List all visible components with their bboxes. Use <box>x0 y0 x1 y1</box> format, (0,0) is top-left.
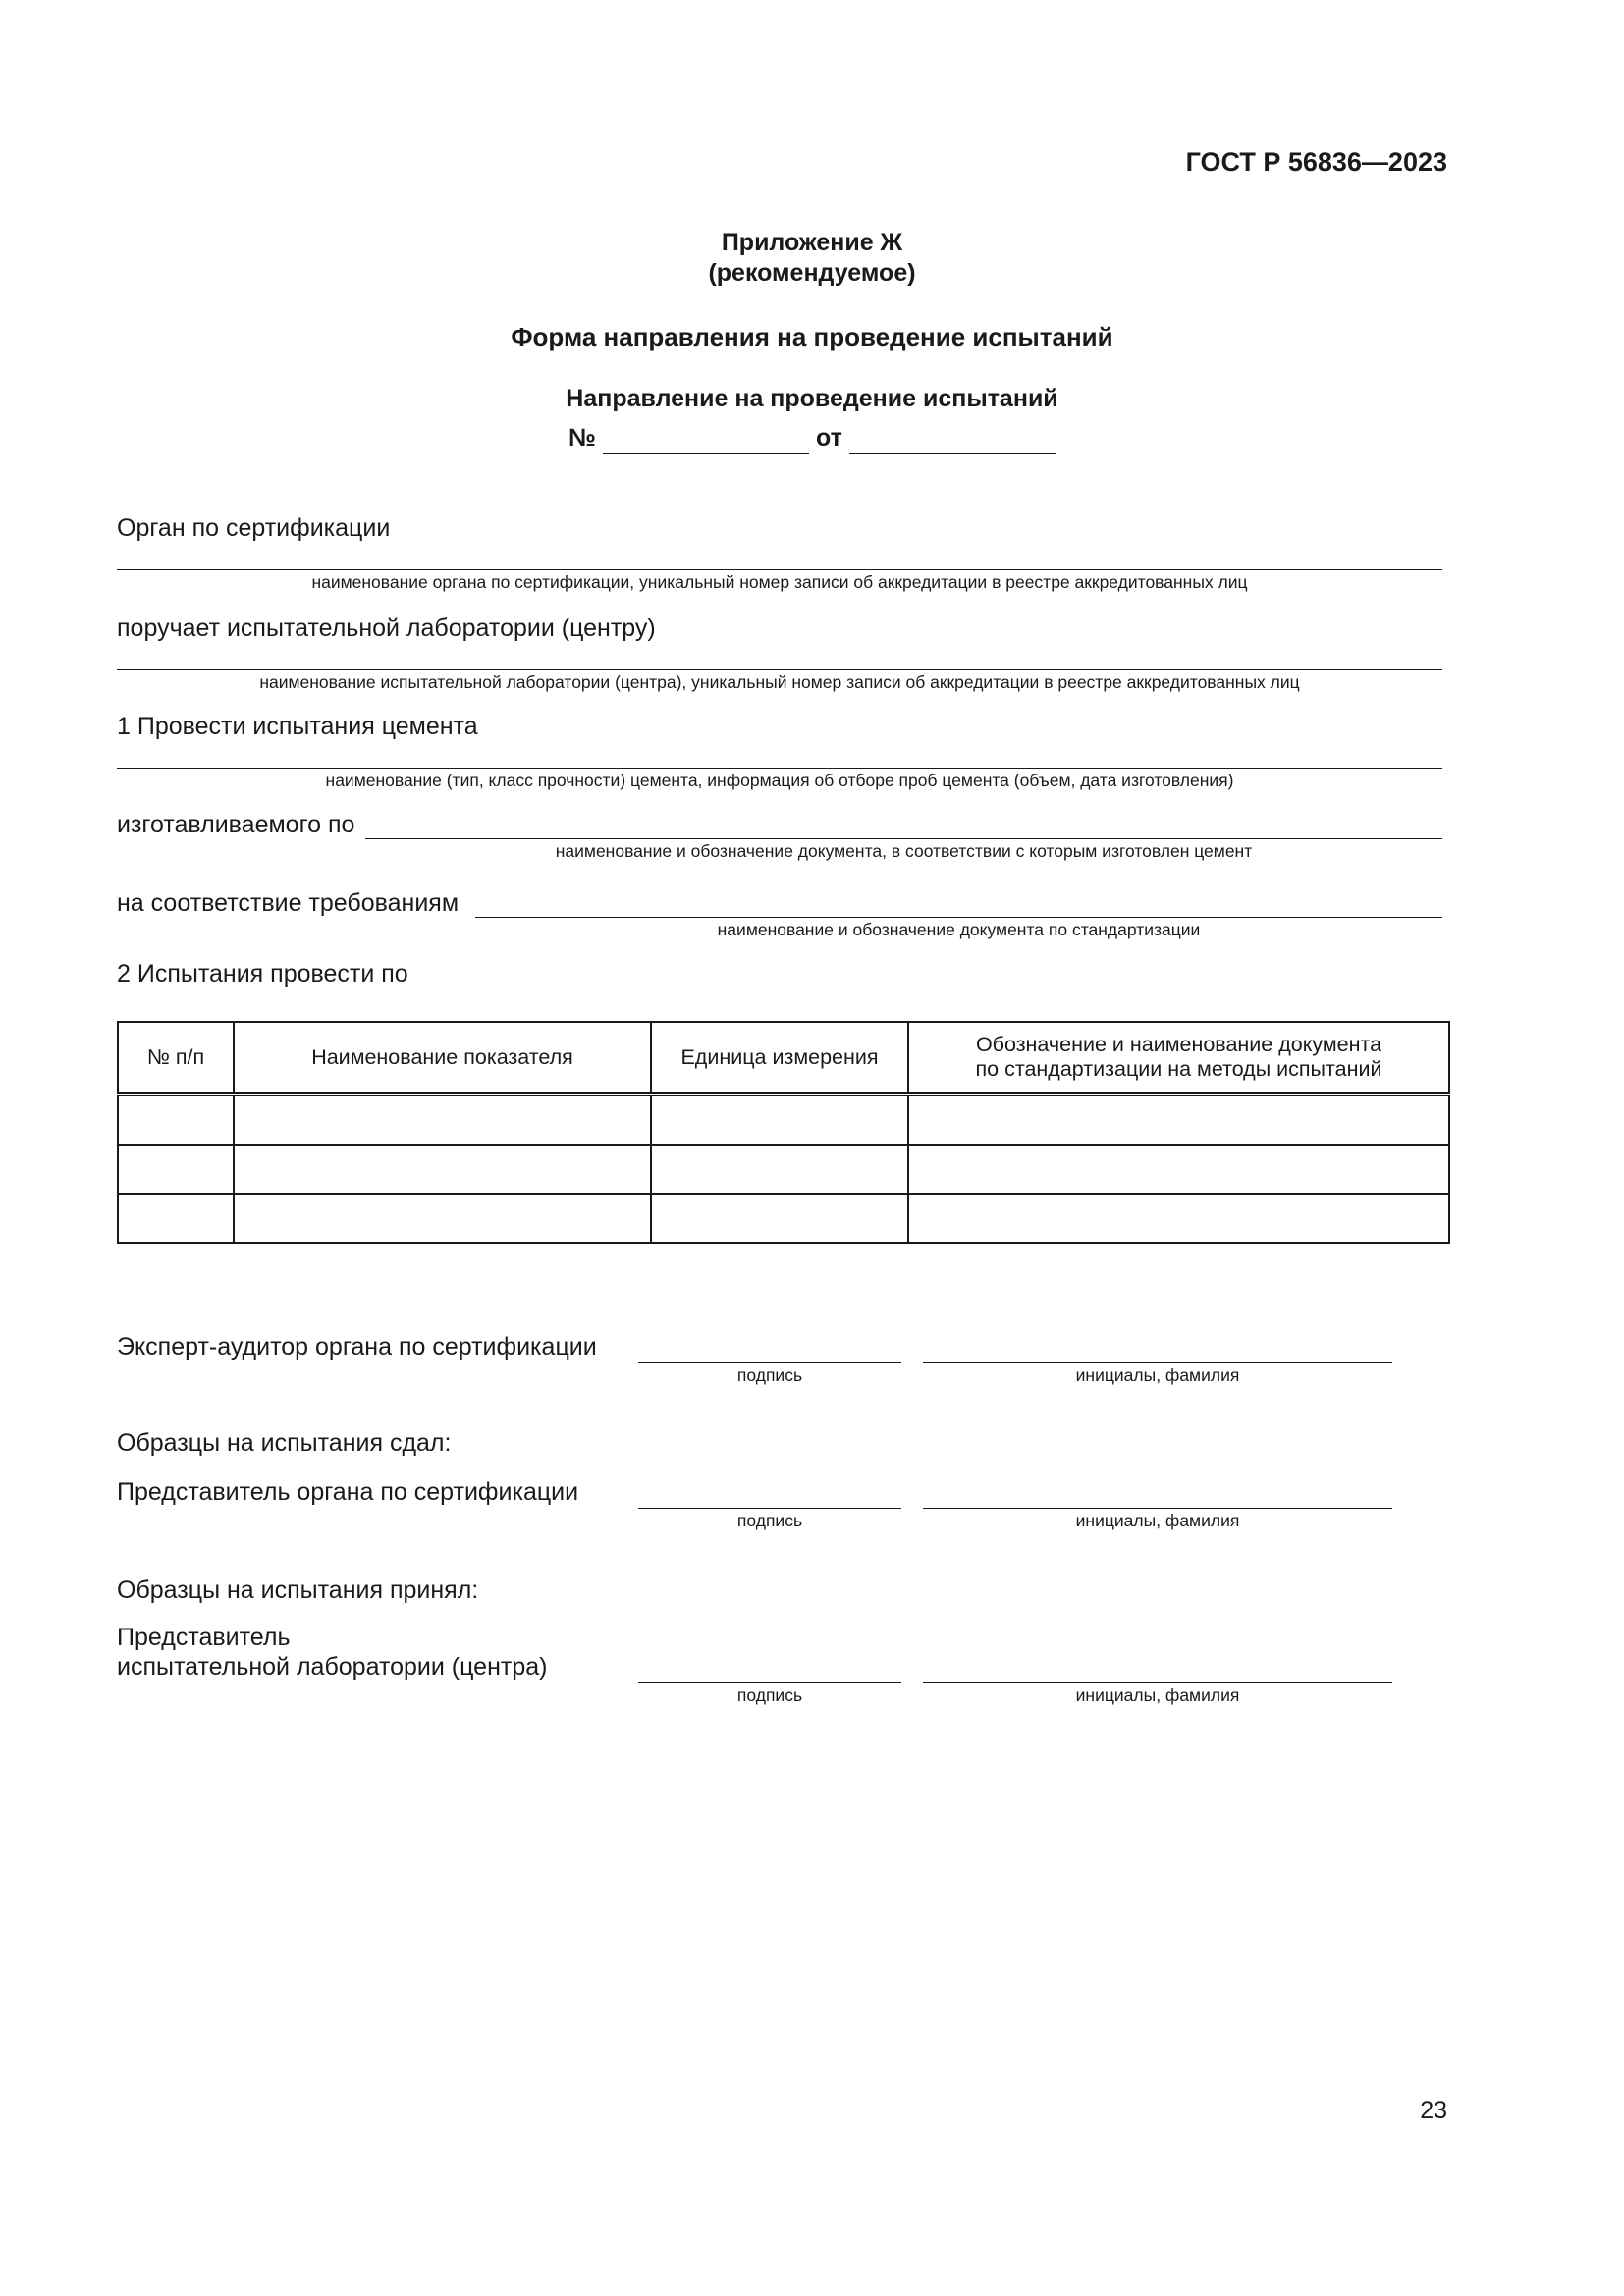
expert-signature-hint: подпись <box>736 1365 803 1385</box>
direction-number-line <box>0 424 1624 454</box>
cement-hint: наименование (тип, класс прочности) цемента, информация об отборе проб цемента (объем, дата изготовления) <box>325 771 1234 790</box>
form-title: Форма направления на проведение испытаний <box>511 322 1113 351</box>
lab-rep-name-field[interactable] <box>923 1682 1392 1683</box>
tests-label: 2 Испытания провести по <box>117 960 408 988</box>
cert-rep-name-field[interactable] <box>923 1508 1392 1509</box>
cert-body-label: Орган по сертификации <box>117 514 391 542</box>
table-row <box>118 1145 1449 1194</box>
lab-label: поручает испытательной лаборатории (центру) <box>117 614 656 642</box>
table-cell[interactable] <box>118 1095 234 1146</box>
appendix-status: (рекомендуемое) <box>708 259 916 287</box>
lab-hint: наименование испытательной лаборатории (центра), уникальный номер записи об аккредитации в реестре аккредитованных лиц <box>259 672 1300 692</box>
direction-title: Направление на проведение испытаний <box>566 385 1058 412</box>
expert-label: Эксперт-аудитор органа по сертификации <box>117 1333 597 1361</box>
lab-rep-signature-hint: подпись <box>736 1685 803 1705</box>
expert-signature-field[interactable] <box>638 1362 901 1363</box>
compliance-hint: наименование и обозначение документа по стандартизации <box>717 920 1201 939</box>
col-header-number: № п/п <box>118 1022 234 1095</box>
number-label: № <box>568 424 597 452</box>
standard-designation: ГОСТ Р 56836—2023 <box>1185 147 1447 177</box>
lab-rep-signature-field[interactable] <box>638 1682 901 1683</box>
table-cell[interactable] <box>651 1095 908 1146</box>
made-by-field[interactable] <box>365 838 1442 839</box>
lab-rep-label-line2: испытательной лаборатории (центра) <box>117 1653 548 1681</box>
table-cell[interactable] <box>908 1194 1449 1243</box>
table-cell[interactable] <box>234 1145 651 1194</box>
compliance-field[interactable] <box>475 917 1442 918</box>
appendix-title: Приложение Ж <box>721 229 903 256</box>
table-cell[interactable] <box>651 1145 908 1194</box>
lab-field[interactable] <box>117 669 1442 670</box>
cert-body-hint: наименование органа по сертификации, уникальный номер записи об аккредитации в реестре аккредитованных лиц <box>311 572 1248 592</box>
col-header-method-document <box>908 1022 1449 1095</box>
expert-name-hint: инициалы, фамилия <box>1075 1365 1240 1385</box>
table-cell[interactable] <box>118 1145 234 1194</box>
cert-body-field[interactable] <box>117 569 1442 570</box>
table-cell[interactable] <box>234 1194 651 1243</box>
table-cell[interactable] <box>234 1095 651 1146</box>
page-number: 23 <box>1420 2097 1447 2124</box>
number-field[interactable] <box>603 424 809 454</box>
lab-rep-label-line1: Представитель <box>117 1624 291 1651</box>
submitted-label: Образцы на испытания сдал: <box>117 1429 452 1457</box>
expert-name-field[interactable] <box>923 1362 1392 1363</box>
table-cell[interactable] <box>118 1194 234 1243</box>
col-header-unit: Единица измерения <box>651 1022 908 1095</box>
received-label: Образцы на испытания принял: <box>117 1576 479 1604</box>
cement-field[interactable] <box>117 768 1442 769</box>
cert-rep-label: Представитель органа по сертификации <box>117 1478 579 1506</box>
col-header-method-document-text: Обозначение и наименование документа по стандартизации на методы испытаний <box>975 1033 1382 1081</box>
lab-rep-name-hint: инициалы, фамилия <box>1075 1685 1240 1705</box>
table-row <box>118 1095 1449 1146</box>
cert-rep-name-hint: инициалы, фамилия <box>1075 1511 1240 1530</box>
table-row <box>118 1194 1449 1243</box>
table-cell[interactable] <box>908 1095 1449 1146</box>
cert-rep-signature-field[interactable] <box>638 1508 901 1509</box>
table-header-row <box>118 1022 1449 1095</box>
table-cell[interactable] <box>908 1145 1449 1194</box>
made-by-label: изготавливаемого по <box>117 811 355 838</box>
date-field[interactable] <box>849 424 1056 454</box>
compliance-label: на соответствие требованиям <box>117 889 460 917</box>
cert-rep-signature-hint: подпись <box>736 1511 803 1530</box>
col-header-indicator: Наименование показателя <box>234 1022 651 1095</box>
made-by-hint: наименование и обозначение документа, в соответствии с которым изготовлен цемент <box>555 841 1253 861</box>
cement-label: 1 Провести испытания цемента <box>117 713 478 740</box>
tests-table <box>117 1021 1450 1244</box>
table-cell[interactable] <box>651 1194 908 1243</box>
date-label: от <box>815 424 842 452</box>
